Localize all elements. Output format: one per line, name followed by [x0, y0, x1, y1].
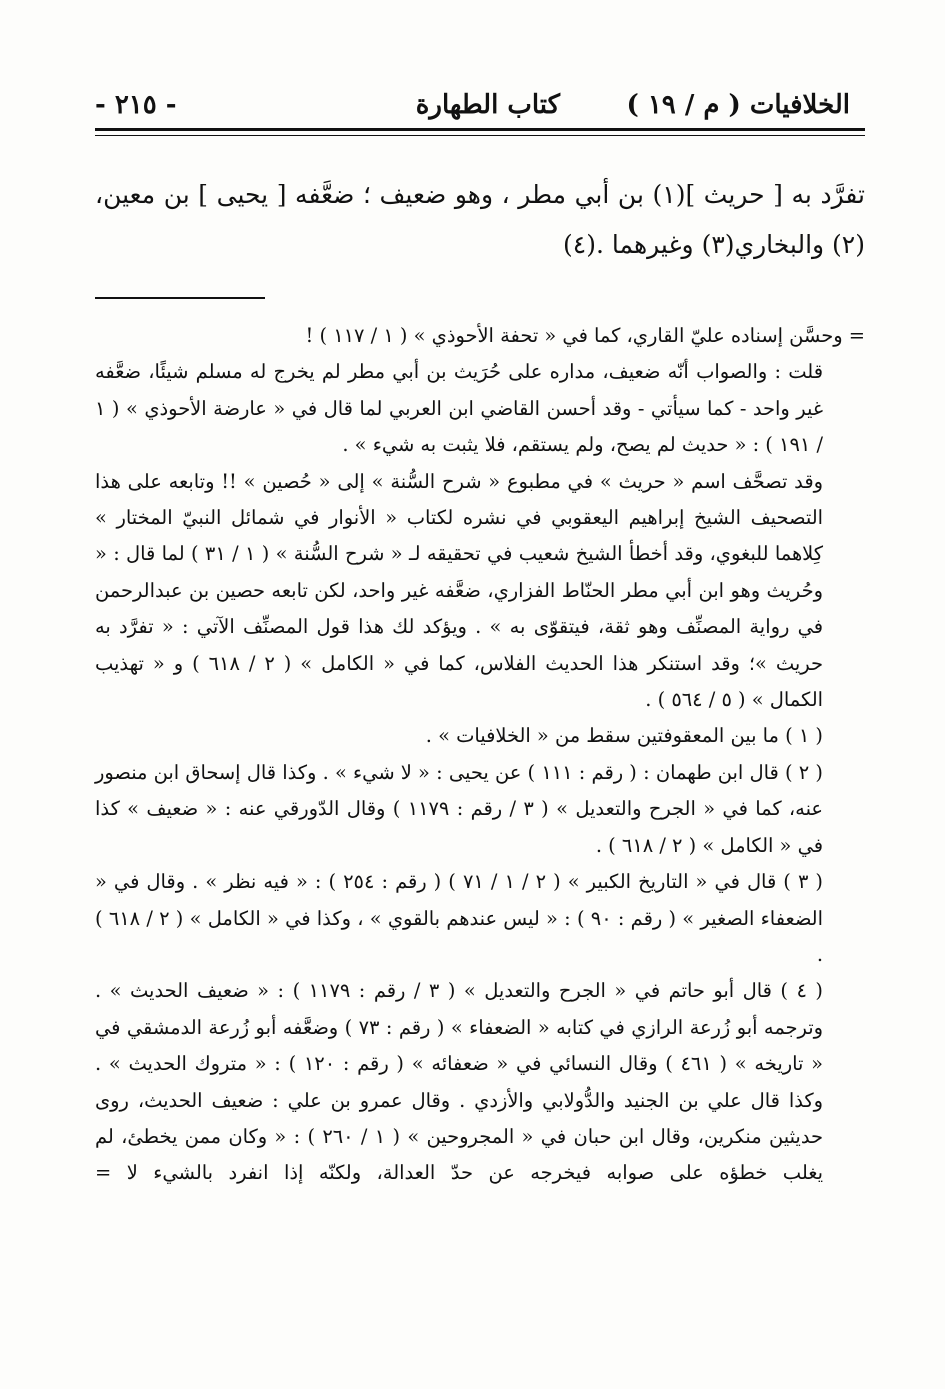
footnote-continuation: = وحسَّن إسناده عليّ القاري، كما في « تحفة الأحوذي » ( ١ / ١١٧ ) !	[305, 324, 865, 347]
header-rule	[95, 128, 865, 131]
main-paragraph: تفرَّد به [ حريث ](١) بن أبي مطر ، وهو ضعيف ؛ ضعَّفه [ يحيى ] بن معين،(٢) والبخاري(٣) وغيرهما .(٤)	[95, 180, 865, 259]
footnote-4: ( ٤ ) قال أبو حاتم في « الجرح والتعديل » ( ٣ / رقم : ١١٧٩ ) : « ضعيف الحديث » . وترجمه أبو زُرعة الرازي في كتابه « الضعفاء » ( رقم : ٧٣ ) وضعَّفه أبو زُرعة الدمشقي في « تاريخه » ( ٤٦١ ) وقال النسائي في « ضعفائه » ( رقم : ١٢٠ ) : « متروك الحديث » . وكذا قال علي بن الجنيد والدُّولابي والأزدي . وقال عمرو بن علي : ضعيف الحديث، روى حديثين منكرين، وقال ابن حبان في « المجروحين » ( ١ / ٢٦٠ ) : « وكان ممن يخطئ، لم يغلب خطؤه على صوابه فيخرجه عن حدّ العدالة، ولكنّه إذا انفرد بالشيء لا =	[95, 979, 823, 1185]
section-title: الخلافيات ( م / ١٩ )	[626, 90, 850, 120]
main-text	[95, 170, 865, 270]
footnote-paragraph: قلت : والصواب أنّه ضعيف، مداره على حُرَيث بن أبي مطر لم يخرج له مسلم شيئًا، ضعَّفه غير واحد - كما سيأتي - وقد أحسن القاضي ابن العربي لما قال في « عارضة الأحوذي » ( ١ / ١٩١ ) : « حديث لم يصح، ولم يستقم، فلا يثبت به شيء » .	[95, 360, 823, 457]
footnotes	[95, 318, 865, 1192]
footnote-paragraph: وقد تصحَّف اسم « حريث » في مطبوع « شرح السُّنة » إلى « حُصين » !! وتابعه على هذا التصحيف الشيخ إبراهيم اليعقوبي في نشره لكتاب « الأنوار في شمائل النبيّ المختار » كِلاهما للبغوي، وقد أخطأ الشيخ شعيب في تحقيقه لـ « شرح السُّنة » ( ١ / ٣١ ) لما قال : « وحُريث وهو ابن أبي مطر الحنّاط الفزاري، ضعَّفه غير واحد، لكن تابعه حصين بن عبدالرحمن في رواية المصنِّف وهو ثقة، فيتقوّى به » . ويؤكد لك هذا قول المصنِّف الآتي : « تفرَّد به حريث »؛ وقد استنكر هذا الحديث الفلاس، كما في « الكامل » ( ٢ / ٦١٨ ) و « تهذيب الكمال » ( ٥ / ٥٦٤ ) .	[95, 469, 823, 712]
footnote-3: ( ٣ ) قال في « التاريخ الكبير » ( ٢ / ١ / ٧١ ) ( رقم : ٢٥٤ ) : « فيه نظر » . وقال في « الضعفاء الصغير » ( رقم : ٩٠ ) : « ليس عندهم بالقوي » ، وكذا في « الكامل » ( ٢ / ٦١٨ ) .	[95, 870, 823, 966]
page-number: - ٢١٥ -	[95, 90, 177, 120]
running-header	[95, 82, 850, 128]
book-title: كتاب الطهارة	[415, 90, 560, 120]
header-rule-thin	[95, 135, 865, 136]
footnote-separator	[95, 297, 265, 299]
footnote-1: ( ١ ) ما بين المعقوفتين سقط من « الخلافيات » .	[425, 724, 823, 748]
footnote-2: ( ٢ ) قال ابن طهمان : ( رقم : ١١١ ) عن يحيى : « لا شيء » . وكذا قال إسحاق ابن منصور عنه، كما في « الجرح والتعديل » ( ٣ / رقم : ١١٧٩ ) وقال الدّورقي عنه : « ضعيف » كذا في « الكامل » ( ٢ / ٦١٨ ) .	[95, 760, 823, 857]
